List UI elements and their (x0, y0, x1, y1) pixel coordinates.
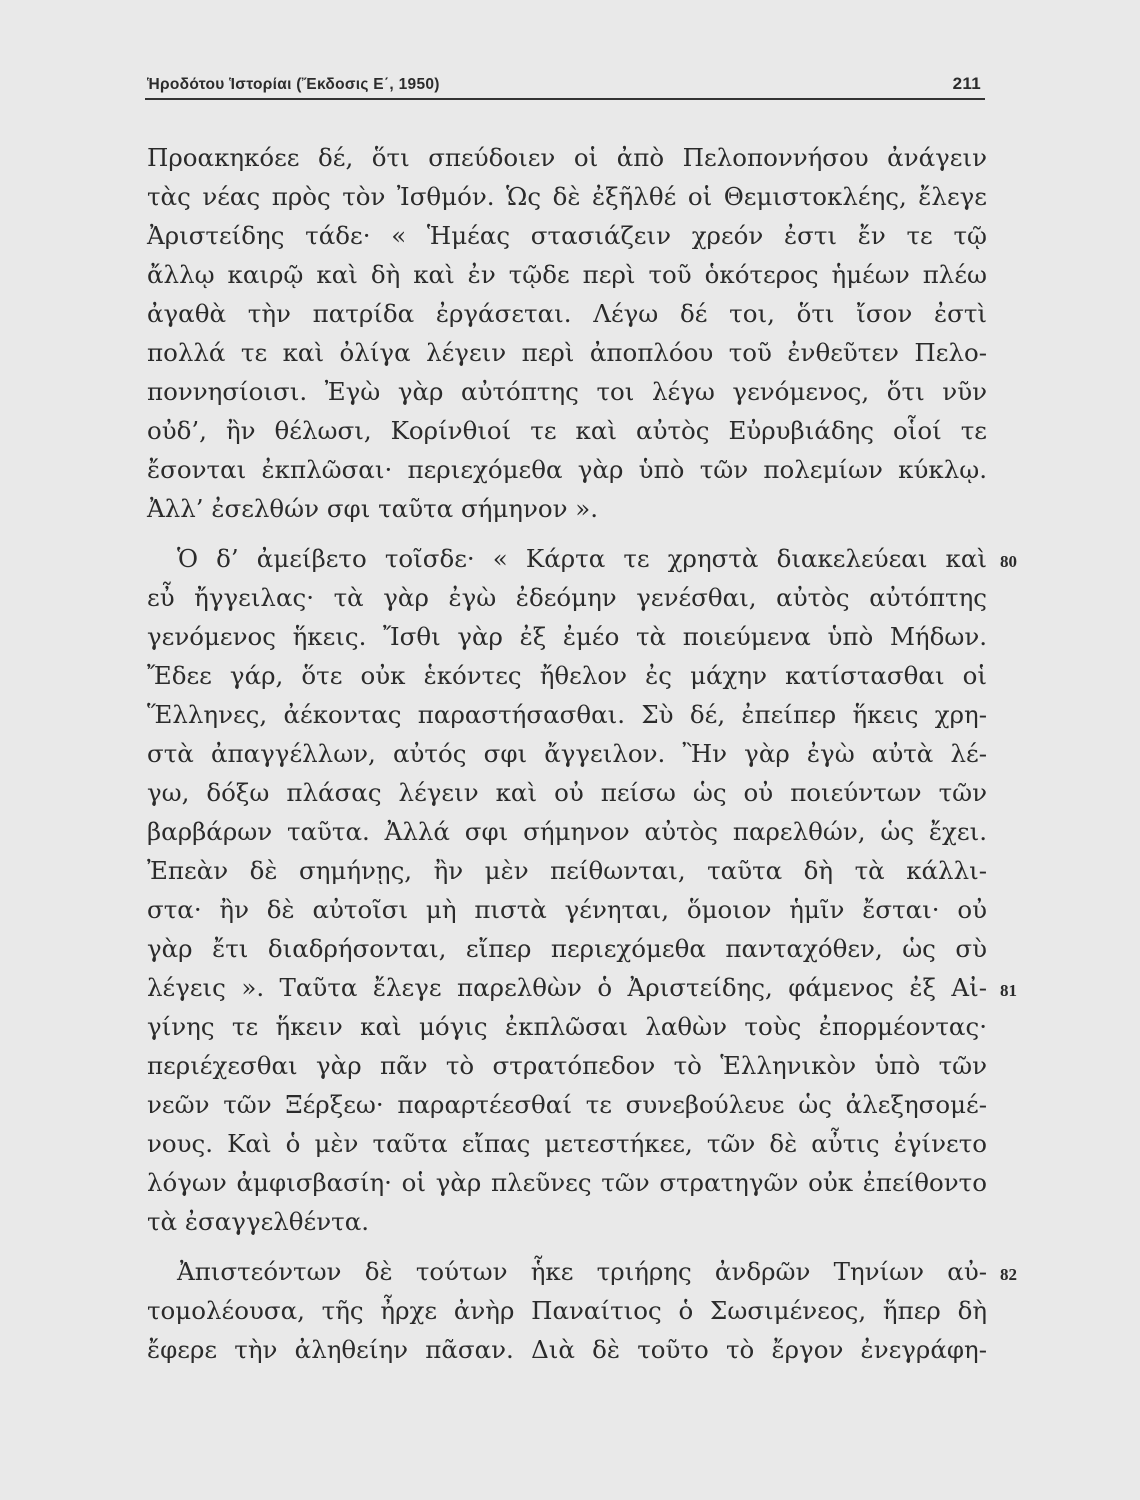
text-line: τὰς νέας πρὸς τὸν Ἰσθμόν. Ὡς δὲ ἐξῆλθέ οἱ Θεμιστοκλέης, ἔλεγε (147, 182, 987, 211)
running-header (145, 72, 985, 100)
text-line: γενόμενος ἥκεις. Ἴσθι γὰρ ἐξ ἐμέο τὰ ποιεύμενα ὑπὸ Μήδων. (147, 622, 987, 651)
text-line: στα· ἢν δὲ αὐτοῖσι μὴ πιστὰ γένηται, ὅμοιον ἡμῖν ἔσται· οὐ (147, 895, 987, 924)
text-line: Ἕλληνες, ἀέκοντας παραστήσασθαι. Σὺ δέ, ἐπείπερ ἥκεις χρη- (147, 700, 987, 729)
text-line: βαρβάρων ταῦτα. Ἀλλά σφι σήμηνον αὐτὸς παρελθών, ὡς ἔχει. (147, 817, 987, 846)
page-number: 211 (952, 74, 981, 93)
text-line: ἔφερε τὴν ἀληθείην πᾶσαν. Διὰ δὲ τοῦτο τὸ ἔργον ἐνεγράφη- (147, 1335, 987, 1364)
margin-section-number: 82 (1000, 1265, 1017, 1284)
text-line: Ἐπεὰν δὲ σημήνῃς, ἢν μὲν πείθωνται, ταῦτα δὴ τὰ κάλλι- (147, 856, 987, 885)
text-line: ἄλλῳ καιρῷ καὶ δὴ καὶ ἐν τῷδε περὶ τοῦ ὁκότερος ἡμέων πλέω (147, 260, 987, 289)
running-title: Ἡροδότου Ἱστορίαι (Ἔκδοσις Ε΄, 1950) (147, 76, 440, 93)
paragraph-first-line: Ἀπιστεόντων δὲ τούτων ἧκε τριήρης ἀνδρῶν Τηνίων αὐ- (177, 1257, 987, 1286)
text-line: Ἔδεε γάρ, ὅτε οὐκ ἑκόντες ἤθελον ἐς μάχην κατίστασθαι οἱ (147, 661, 987, 690)
text-line: λέγεις ». Ταῦτα ἔλεγε παρελθὼν ὁ Ἀριστείδης, φάμενος ἐξ Αἰ- (147, 973, 987, 1002)
text-line: Ἀλλ’ ἐσελθών σφι ταῦτα σήμηνον ». (147, 494, 599, 523)
text-line: στὰ ἀπαγγέλλων, αὐτός σφι ἄγγειλον. Ἢν γὰρ ἐγὼ αὐτὰ λέ- (147, 739, 987, 768)
margin-section-number: 81 (1000, 981, 1017, 1000)
text-line: ἔσονται ἐκπλῶσαι· περιεχόμεθα γὰρ ὑπὸ τῶν πολεμίων κύκλῳ. (147, 455, 987, 484)
text-line: εὖ ἤγγειλας· τὰ γὰρ ἐγὼ ἐδεόμην γενέσθαι, αὐτὸς αὐτόπτης (147, 583, 987, 612)
text-line: Προακηκόεε δέ, ὅτι σπεύδοιεν οἱ ἀπὸ Πελοποννήσου ἀνάγειν (147, 143, 987, 172)
text-line: οὐδ’, ἢν θέλωσι, Κορίνθιοί τε καὶ αὐτὸς Εὐρυβιάδης οἷοί τε (147, 416, 987, 445)
text-line: γίνης τε ἥκειν καὶ μόγις ἐκπλῶσαι λαθὼν τοὺς ἐπορμέοντας· (147, 1012, 987, 1041)
text-line: γὰρ ἔτι διαδρήσονται, εἴπερ περιεχόμεθα πανταχόθεν, ὡς σὺ (147, 934, 987, 963)
text-line: ποννησίοισι. Ἐγὼ γὰρ αὐτόπτης τοι λέγω γενόμενος, ὅτι νῦν (147, 377, 987, 406)
text-line: πολλά τε καὶ ὀλίγα λέγειν περὶ ἀποπλόου τοῦ ἐνθεῦτεν Πελο- (147, 338, 987, 367)
text-line: τὰ ἐσαγγελθέντα. (147, 1207, 370, 1236)
text-line: περιέχεσθαι γὰρ πᾶν τὸ στρατόπεδον τὸ Ἑλληνικὸν ὑπὸ τῶν (147, 1051, 987, 1080)
margin-section-number: 80 (1000, 552, 1017, 571)
text-line: λόγων ἀμφισβασίη· οἱ γὰρ πλεῦνες τῶν στρατηγῶν οὐκ ἐπείθοντο (147, 1168, 987, 1197)
text-line: γω, δόξω πλάσας λέγειν καὶ οὐ πείσω ὡς οὐ ποιεύντων τῶν (147, 778, 987, 807)
text-line: Ἀριστείδης τάδε· « Ἡμέας στασιάζειν χρεόν ἐστι ἔν τε τῷ (147, 221, 987, 250)
paragraph-first-line: Ὁ δ’ ἀμείβετο τοῖσδε· « Κάρτα τε χρηστὰ διακελεύεαι καὶ (177, 544, 987, 573)
text-line: νεῶν τῶν Ξέρξεω· παραρτέεσθαί τε συνεβούλευε ὡς ἀλεξησομέ- (147, 1090, 987, 1119)
text-line: ἀγαθὰ τὴν πατρίδα ἐργάσεται. Λέγω δέ τοι, ὅτι ἴσον ἐστὶ (147, 299, 987, 328)
text-line: τομολέουσα, τῆς ἦρχε ἀνὴρ Παναίτιος ὁ Σωσιμένεος, ἥπερ δὴ (147, 1296, 987, 1325)
text-line: νους. Καὶ ὁ μὲν ταῦτα εἴπας μετεστήκεε, τῶν δὲ αὖτις ἐγίνετο (147, 1129, 987, 1158)
